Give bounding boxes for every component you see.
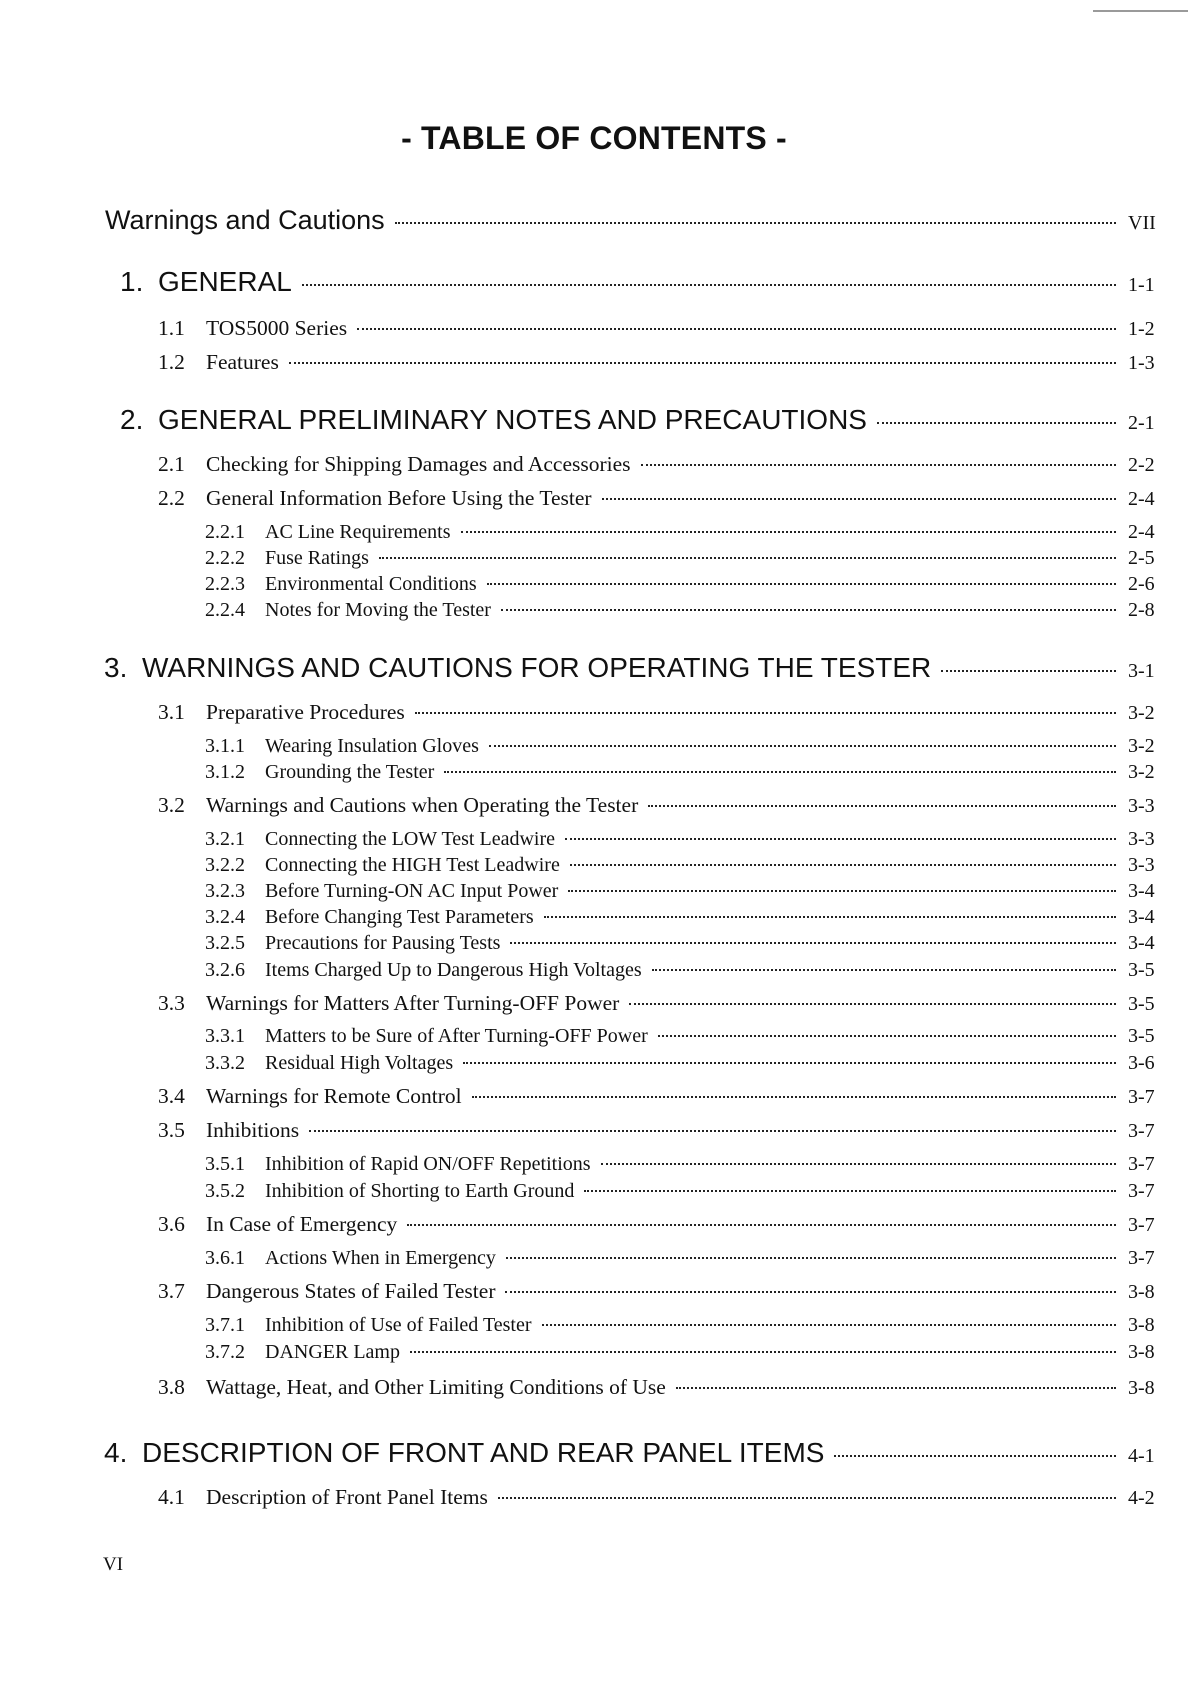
toc-entry-section[interactable] — [0, 1212, 1188, 1242]
toc-label: Dangerous States of Failed Tester — [206, 1279, 496, 1303]
toc-number: 3.8 — [158, 1375, 185, 1399]
toc-page: 3-4 — [1128, 932, 1155, 954]
toc-number: 3.2.4 — [205, 906, 245, 928]
dot-leader — [941, 670, 1116, 672]
toc-label: Inhibition of Shorting to Earth Ground — [265, 1180, 575, 1202]
dot-leader — [489, 745, 1116, 747]
toc-page: 3-5 — [1128, 993, 1155, 1015]
toc-page: 3-6 — [1128, 1052, 1155, 1074]
dot-leader — [641, 464, 1116, 466]
toc-entry-section[interactable] — [0, 452, 1188, 482]
page-title: - TABLE OF CONTENTS - — [401, 120, 787, 156]
dot-leader — [510, 942, 1116, 944]
dot-leader — [658, 1035, 1116, 1037]
dot-leader — [584, 1190, 1116, 1192]
toc-number: 2.1 — [158, 452, 185, 476]
toc-entry-subsection[interactable] — [0, 1247, 1188, 1277]
dot-leader — [444, 771, 1116, 773]
toc-entry-chapter-2[interactable] — [0, 404, 1188, 434]
dot-leader — [410, 1351, 1116, 1353]
dot-leader — [506, 1257, 1116, 1259]
toc-page: 3-7 — [1128, 1247, 1155, 1269]
toc-label: TOS5000 Series — [206, 316, 348, 340]
toc-page: 3-8 — [1128, 1314, 1155, 1336]
toc-page: 4-2 — [1128, 1487, 1155, 1509]
toc-page: 2-6 — [1128, 573, 1155, 595]
dot-leader — [565, 838, 1116, 840]
toc-page: 2-8 — [1128, 599, 1155, 621]
toc-page: 1-3 — [1128, 352, 1155, 374]
toc-number: 3.7.2 — [205, 1341, 245, 1363]
toc-entry-subsection[interactable] — [0, 932, 1188, 962]
toc-entry-subsection[interactable] — [0, 1025, 1188, 1055]
toc-entry-subsection[interactable] — [0, 761, 1188, 791]
dot-leader — [407, 1224, 1116, 1226]
toc-number: 3.1 — [158, 700, 185, 724]
toc-label: Warnings for Remote Control — [206, 1084, 462, 1108]
toc-label: GENERAL — [158, 266, 292, 297]
toc-number: 3.4 — [158, 1084, 185, 1108]
toc-entry-subsection[interactable] — [0, 1153, 1188, 1183]
dot-leader — [676, 1387, 1116, 1389]
toc-label: Wearing Insulation Gloves — [265, 735, 479, 757]
toc-page: 2-4 — [1128, 521, 1155, 543]
toc-entry-section[interactable] — [0, 486, 1188, 516]
toc-page: 3-4 — [1128, 906, 1155, 928]
dot-leader — [877, 422, 1116, 424]
toc-label: Warnings and Cautions — [105, 205, 385, 235]
toc-page: 3-5 — [1128, 1025, 1155, 1047]
dot-leader — [395, 222, 1116, 224]
toc-label: Grounding the Tester — [265, 761, 435, 783]
dot-leader — [568, 890, 1116, 892]
toc-number: 3.3.1 — [205, 1025, 245, 1047]
toc-label: Connecting the HIGH Test Leadwire — [265, 854, 560, 876]
toc-label: Items Charged Up to Dangerous High Voltages — [265, 959, 642, 981]
toc-label: Fuse Ratings — [265, 547, 369, 569]
toc-page: VII — [1128, 212, 1156, 234]
toc-label: Preparative Procedures — [206, 700, 405, 724]
toc-entry-section[interactable] — [0, 1118, 1188, 1148]
toc-label: Before Turning-ON AC Input Power — [265, 880, 559, 902]
toc-number: 3.2.6 — [205, 959, 245, 981]
toc-entry-chapter-4[interactable] — [0, 1437, 1188, 1467]
dot-leader — [629, 1003, 1116, 1005]
toc-page: 1-2 — [1128, 318, 1155, 340]
toc-page: 3-2 — [1128, 735, 1155, 757]
toc-number: 3.2.2 — [205, 854, 245, 876]
toc-page: 3-7 — [1128, 1214, 1155, 1236]
toc-entry-chapter-3[interactable] — [0, 652, 1188, 682]
toc-entry-section[interactable] — [0, 793, 1188, 823]
toc-number: 3.2.5 — [205, 932, 245, 954]
toc-entry-subsection[interactable] — [0, 1180, 1188, 1210]
toc-entry-section[interactable] — [0, 1375, 1188, 1405]
toc-number: 2.2.2 — [205, 547, 245, 569]
toc-number: 2.2.1 — [205, 521, 245, 543]
dot-leader — [505, 1291, 1116, 1293]
toc-page: 2-4 — [1128, 488, 1155, 510]
toc-number: 3.7.1 — [205, 1314, 245, 1336]
toc-entry-subsection[interactable] — [0, 599, 1188, 629]
toc-label: Warnings for Matters After Turning-OFF Power — [206, 991, 620, 1015]
toc-number: 4. — [104, 1437, 128, 1468]
toc-entry-section[interactable] — [0, 700, 1188, 730]
dot-leader — [602, 498, 1116, 500]
toc-number: 2.2 — [158, 486, 185, 510]
toc-label: Inhibitions — [206, 1118, 300, 1142]
toc-entry-subsection[interactable] — [0, 1314, 1188, 1344]
toc-page: 3-7 — [1128, 1180, 1155, 1202]
toc-number: 2. — [120, 404, 144, 435]
toc-entry-section[interactable] — [0, 1279, 1188, 1309]
dot-leader — [463, 1062, 1116, 1064]
toc-page: 3-5 — [1128, 959, 1155, 981]
toc-page: 3-2 — [1128, 761, 1155, 783]
toc-entry-section[interactable] — [0, 316, 1188, 346]
dot-leader — [498, 1497, 1116, 1499]
toc-page: 3-7 — [1128, 1153, 1155, 1175]
toc-page: 2-2 — [1128, 454, 1155, 476]
toc-entry-subsection[interactable] — [0, 959, 1188, 989]
toc-number: 3.3.2 — [205, 1052, 245, 1074]
toc-label: Before Changing Test Parameters — [265, 906, 534, 928]
dot-leader — [379, 557, 1116, 559]
toc-label: Description of Front Panel Items — [206, 1485, 488, 1509]
toc-label: Warnings and Cautions when Operating the Tester — [206, 793, 639, 817]
toc-entry-chapter-1[interactable] — [0, 266, 1188, 296]
toc-entry-section[interactable] — [0, 350, 1188, 380]
toc-number: 3.3 — [158, 991, 185, 1015]
dot-leader — [357, 328, 1116, 330]
dot-leader — [461, 531, 1116, 533]
toc-number: 3.2 — [158, 793, 185, 817]
toc-page: 3-7 — [1128, 1086, 1155, 1108]
toc-label: GENERAL PRELIMINARY NOTES AND PRECAUTIONS — [158, 404, 867, 435]
toc-entry-section[interactable] — [0, 1485, 1188, 1515]
toc-number: 3.5.1 — [205, 1153, 245, 1175]
toc-label: Actions When in Emergency — [265, 1247, 496, 1269]
dot-leader — [472, 1096, 1116, 1098]
toc-label: In Case of Emergency — [206, 1212, 398, 1236]
toc-label: Environmental Conditions — [265, 573, 477, 595]
toc-page: 3-3 — [1128, 854, 1155, 876]
toc-label: Notes for Moving the Tester — [265, 599, 491, 621]
toc-page: 3-1 — [1128, 660, 1155, 682]
toc-label: Wattage, Heat, and Other Limiting Conditions of Use — [206, 1375, 666, 1399]
toc-entry-subsection[interactable] — [0, 1341, 1188, 1371]
toc-label: Precautions for Pausing Tests — [265, 932, 501, 954]
toc-number: 3.1.1 — [205, 735, 245, 757]
toc-number: 3.5.2 — [205, 1180, 245, 1202]
toc-label: Features — [206, 350, 279, 374]
toc-page: 1-1 — [1128, 274, 1155, 296]
toc-number: 1.1 — [158, 316, 185, 340]
dot-leader — [415, 712, 1116, 714]
toc-number: 3.6 — [158, 1212, 185, 1236]
toc-number: 3.5 — [158, 1118, 185, 1142]
dot-leader — [570, 864, 1116, 866]
toc-entry-section[interactable] — [0, 1084, 1188, 1114]
dot-leader — [302, 284, 1116, 286]
toc-number: 3.6.1 — [205, 1247, 245, 1269]
top-edge-rule — [1093, 10, 1188, 12]
toc-number: 3.7 — [158, 1279, 185, 1303]
toc-label: Matters to be Sure of After Turning-OFF Power — [265, 1025, 648, 1047]
toc-entry-warnings[interactable] — [0, 205, 1188, 235]
dot-leader — [309, 1130, 1116, 1132]
toc-number: 3.2.1 — [205, 828, 245, 850]
toc-page: 4-1 — [1128, 1445, 1155, 1467]
dot-leader — [487, 583, 1116, 585]
dot-leader — [542, 1324, 1116, 1326]
toc-page: 3-8 — [1128, 1377, 1155, 1399]
dot-leader — [601, 1163, 1116, 1165]
toc-page: 3-8 — [1128, 1281, 1155, 1303]
dot-leader — [544, 916, 1116, 918]
toc-label: DESCRIPTION OF FRONT AND REAR PANEL ITEMS — [142, 1437, 825, 1468]
toc-number: 3.2.3 — [205, 880, 245, 902]
toc-label: General Information Before Using the Tester — [206, 486, 592, 510]
toc-page: 3-3 — [1128, 828, 1155, 850]
dot-leader — [648, 805, 1116, 807]
toc-entry-subsection[interactable] — [0, 1052, 1188, 1082]
toc-page: 3-2 — [1128, 702, 1155, 724]
toc-number: 1.2 — [158, 350, 185, 374]
toc-label: DANGER Lamp — [265, 1341, 400, 1363]
toc-number: 4.1 — [158, 1485, 185, 1509]
toc-page: 2-5 — [1128, 547, 1155, 569]
toc-number: 2.2.4 — [205, 599, 245, 621]
toc-label: Residual High Voltages — [265, 1052, 454, 1074]
dot-leader — [652, 969, 1116, 971]
toc-page: 2-1 — [1128, 412, 1155, 434]
toc-label: Checking for Shipping Damages and Accessories — [206, 452, 631, 476]
toc-number: 1. — [120, 266, 144, 297]
toc-page: 3-4 — [1128, 880, 1155, 902]
toc-label: Inhibition of Rapid ON/OFF Repetitions — [265, 1153, 591, 1175]
toc-number: 3. — [104, 652, 128, 683]
toc-page: 3-3 — [1128, 795, 1155, 817]
footer-page-number: VI — [103, 1554, 124, 1575]
toc-entry-section[interactable] — [0, 991, 1188, 1021]
toc-page: 3-7 — [1128, 1120, 1155, 1142]
toc-label: Connecting the LOW Test Leadwire — [265, 828, 555, 850]
dot-leader — [501, 609, 1116, 611]
toc-number: 2.2.3 — [205, 573, 245, 595]
toc-number: 3.1.2 — [205, 761, 245, 783]
toc-page: 3-8 — [1128, 1341, 1155, 1363]
toc-label: WARNINGS AND CAUTIONS FOR OPERATING THE TESTER — [142, 652, 932, 683]
dot-leader — [834, 1455, 1116, 1457]
dot-leader — [289, 362, 1116, 364]
toc-label: Inhibition of Use of Failed Tester — [265, 1314, 532, 1336]
toc-label: AC Line Requirements — [265, 521, 451, 543]
